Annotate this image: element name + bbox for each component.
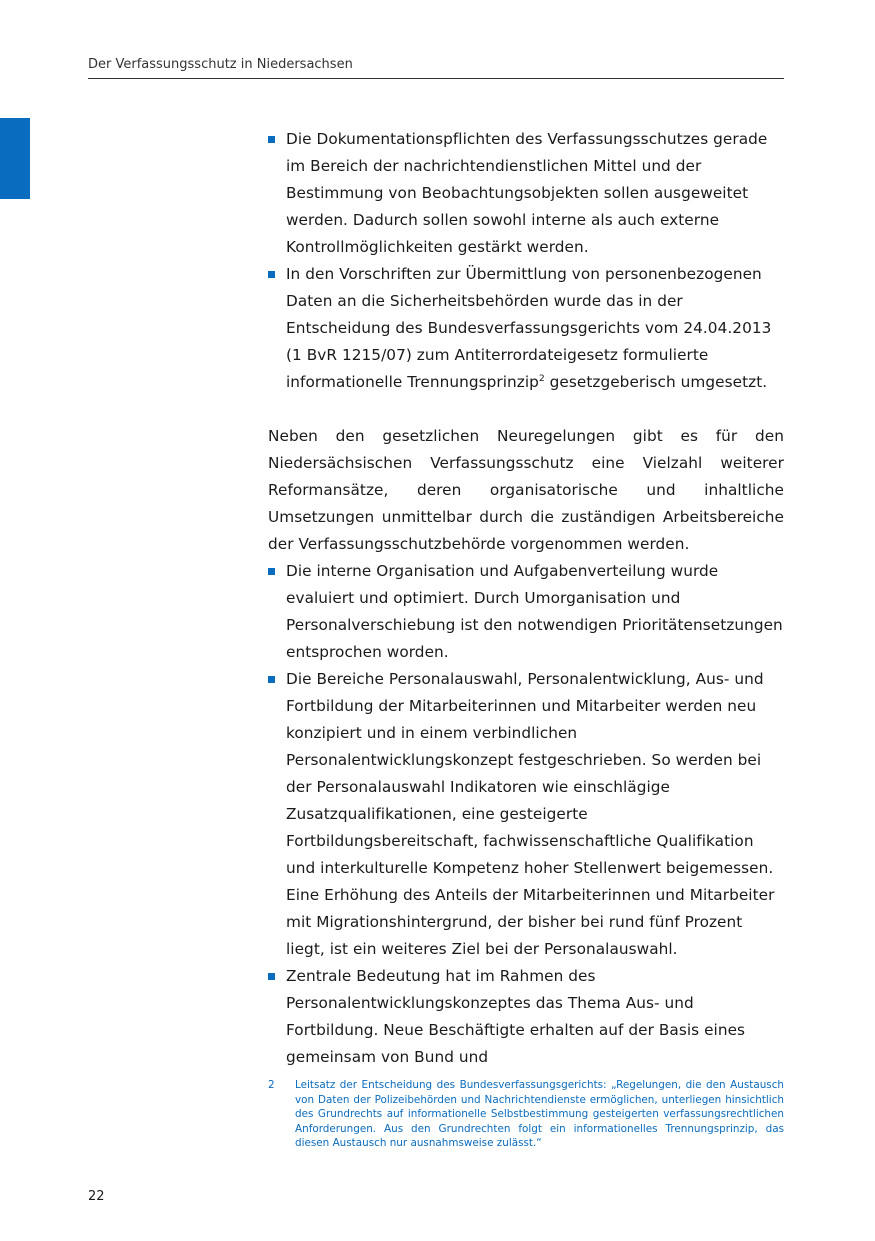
bullet-square-icon — [268, 676, 275, 683]
list-item-text: Die Dokumentationspflichten des Verfassungsschutzes gerade im Bereich der nachrichtendienstlichen Mittel und der Bestimmung von Beobachtungsobjekten sollen ausgeweitet werden. Dadurch sollen sowohl interne als auch externe Kontrollmöglichkeiten gestärkt werden. — [286, 130, 768, 256]
list-item — [268, 126, 784, 261]
bullet-square-icon — [268, 973, 275, 980]
bullet-square-icon — [268, 136, 275, 143]
main-content — [268, 126, 784, 1071]
list-item — [268, 558, 784, 666]
bullet-square-icon — [268, 271, 275, 278]
list-item-text: Die Bereiche Personalauswahl, Personalentwicklung, Aus- und Fortbildung der Mitarbeiterinnen und Mitarbeiter werden neu konzipiert und in einem verbindlichen Personalentwicklungskonzept festgeschrieben. So werden bei der Personalauswahl Indikatoren wie einschlägige Zusatzqualifikationen, eine gesteigerte Fortbildungsbereitschaft, fachwissenschaftliche Qualifikation und interkulturelle Kompetenz hoher Stellenwert beigemessen. Eine Erhöhung des Anteils der Mitarbeiterinnen und Mitarbeiter mit Migrationshintergrund, der bisher bei rund fünf Prozent liegt, ist ein weiteres Ziel bei der Personalauswahl. — [286, 670, 775, 958]
footnote-number: 2 — [268, 1079, 275, 1091]
footnote-reference[interactable]: 2 — [538, 373, 545, 384]
bullet-square-icon — [268, 568, 275, 575]
running-head: Der Verfassungsschutz in Niedersachsen — [88, 57, 353, 72]
body-paragraph: Neben den gesetzlichen Neuregelungen gibt es für den Niedersächsischen Verfassungsschutz eine Vielzahl weiterer Reformansätze, deren organisatorische und inhaltliche Umsetzungen unmittelbar durch die zuständigen Arbeitsbereiche der Verfassungsschutzbehörde vorgenommen werden. — [268, 427, 784, 553]
list-item-text: In den Vorschriften zur Übermittlung von personenbezogenen Daten an die Sicherheitsbehörden wurde das in der Entscheidung des Bundesverfassungsgerichts vom 24.04.2013 (1 BvR 1215/07) zum Antiterrordateigesetz formulierte informationelle Trennungsprinzip — [286, 265, 772, 391]
header-rule — [88, 78, 784, 79]
list-item-text: Zentrale Bedeutung hat im Rahmen des Personalentwicklungskonzeptes das Thema Aus- und Fortbildung. Neue Beschäftigte erhalten auf der Basis eines gemeinsam von Bund und — [286, 967, 746, 1066]
footnote-text: Leitsatz der Entscheidung des Bundesverfassungsgerichts: „Regelungen, die den Austausch von Daten der Polizeibehörden und Nachrichtendienste ermöglichen, unterliegen hinsichtlich des Grundrechts auf informationelle Selbstbestimmung gesteigerten verfassungsrechtlichen Anforderungen. Aus den Grundrechten folgt ein informationelles Trennungsprinzip, das diesen Austausch nur ausnahmsweise zulässt.“ — [295, 1079, 784, 1150]
bullet-list-2 — [268, 558, 784, 1071]
list-item-text: Die interne Organisation und Aufgabenverteilung wurde evaluiert und optimiert. Durch Umorganisation und Personalverschiebung ist den notwendigen Prioritätensetzungen entsprochen worden. — [286, 562, 783, 661]
chapter-tab-marker — [0, 118, 30, 199]
list-item — [268, 666, 784, 963]
list-item-text-continued: gesetzgeberisch umgesetzt. — [544, 373, 768, 391]
footnote — [268, 1078, 784, 1151]
list-item — [268, 261, 784, 396]
bullet-list-1 — [268, 126, 784, 396]
list-item — [268, 963, 784, 1071]
page-number: 22 — [88, 1189, 105, 1204]
